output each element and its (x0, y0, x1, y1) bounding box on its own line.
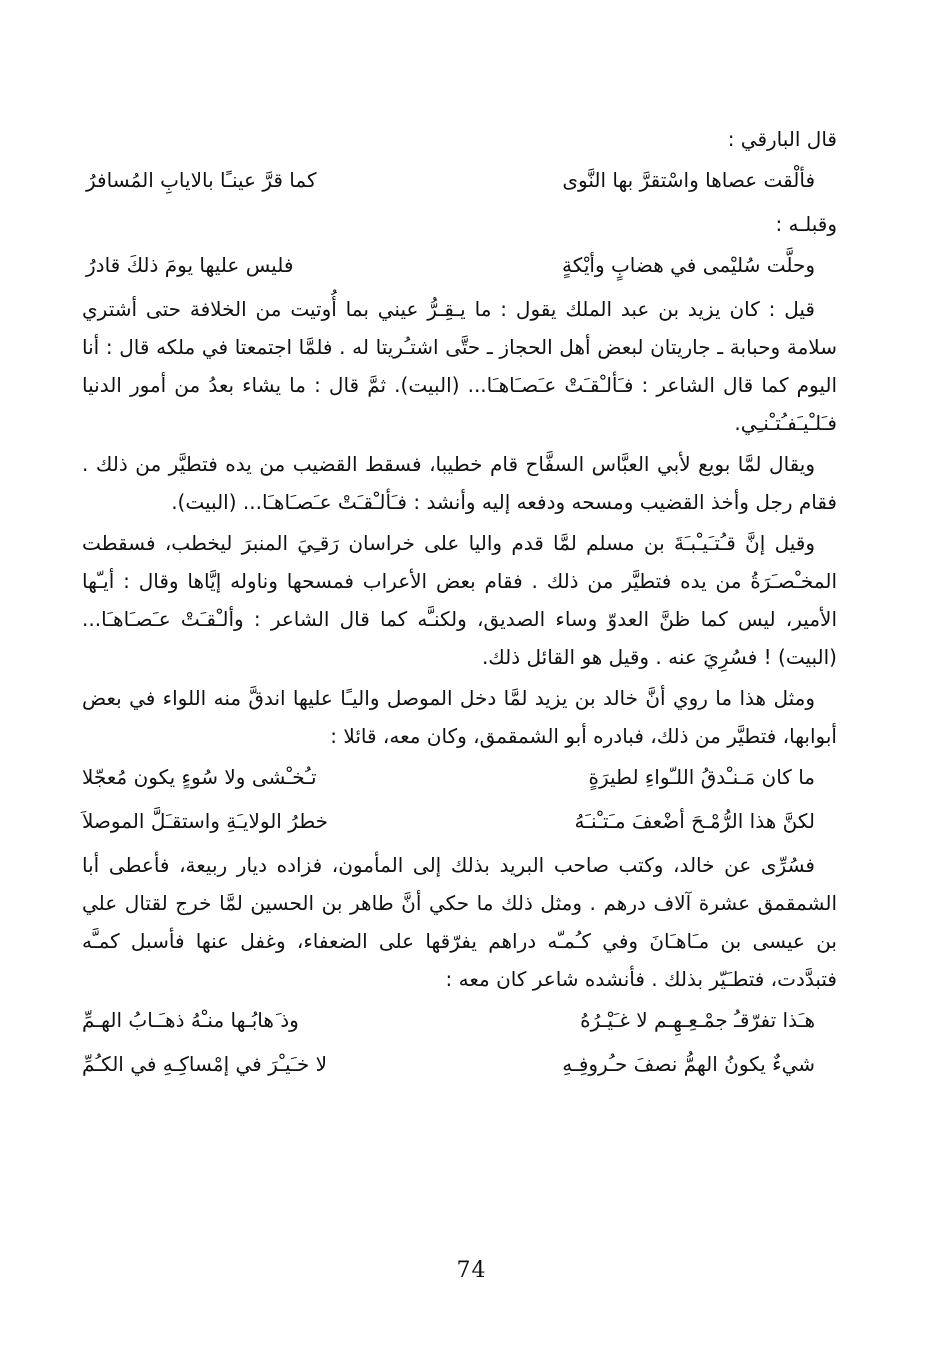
verse-line (82, 246, 837, 284)
verse-first-hemistich: هـَذا تفرّقـُ جمْـعِـهِـم لا غـَيْـرُهُ (580, 1008, 815, 1032)
paragraph: ويقال لمَّا بويع لأبي العبَّاس السفَّاح قام خطيبا، فسقط القضيب من يده فتطيَّر من ذلك . فقام رجل وأخذ القضيب ومسحه ودفعه إليه وأنشد : فـَألـْقـَتْ عـَصـَاهـَا... (البيت). (82, 452, 837, 514)
verse-second-hemistich: كما قرَّ عينـًا بالايابِ المُسافرُ (86, 168, 317, 192)
verse-line (82, 1001, 837, 1039)
intro-line-before: وقبلـه : (775, 212, 837, 236)
verse-second-hemistich: فليس عليها يومَ ذلكَ قادرُ (86, 253, 294, 277)
verse-line (82, 1045, 837, 1083)
paragraph: ومثل هذا ما روي أنَّ خالد بن يزيد لمَّا دخل الموصل واليـًا عليها اندقَّ منه اللواء في بعض أبوابها، فتطيَّر من ذلك، فبادره أبو الشمقمق، وكان معه، قائلا : (82, 686, 837, 748)
verse-first-hemistich: لكنَّ هذا الرُّمْـحَ أضْعفَ مـَتـْنـَهُ (574, 809, 815, 833)
verse-first-hemistich: شيءٌ يكونُ الهمُّ نصفَ حـُروفِـهِ (562, 1052, 815, 1076)
verse-line (82, 161, 837, 199)
paragraph: قيل : كان يزيد بن عبد الملك يقول : ما يـقِـرُّ عيني بما أُوتيت من الخلافة حتى أشتري سلامة وحبابة ـ جاريتان لبعض أهل الحجاز ـ حتَّى اشتـُريتا له . فلمَّا اجتمعتا في ملكه قال : أنا اليوم كما قال الشاعر : فـَألـْقـَتْ عـَصـَاهـَا... (البيت). ثمَّ قال : ما يشاء بعدُ من أمور الدنيا فـَلـْيـَفـُتـْنـِي. (82, 297, 837, 435)
paragraph: فسُرِّى عن خالد، وكتب صاحب البريد بذلك إلى المأمون، فزاده ديار ربيعة، فأعطى أبا الشمقمق عشرة آلاف درهم . ومثل ذلك ما حكي أنَّ طاهر بن الحسين لمَّا خرج لقتال علي بن عيسى بن مـَاهـَانَ وفي كـُمـّه دراهم يفرّقها على الضعفاء، وغفل عنها فأسبل كمـَّه فتبدَّدت، فتطـَيّر بذلك . فأنشده شاعر كان معه : (82, 853, 837, 991)
verse-second-hemistich: خطرُ الولايـَةِ واستقـَلَّ الموصلاَ (82, 809, 329, 833)
body-text (82, 120, 837, 1089)
verse-first-hemistich: وحلَّت سُليْمى في هضابٍ وأيْكةٍ (562, 253, 815, 277)
verse-line (82, 802, 837, 840)
page-number: 74 (456, 1258, 487, 1283)
verse-first-hemistich: ما كان مَـنـْدقُ اللـّواءِ لطيرَةٍ (588, 765, 815, 789)
verse-line (82, 758, 837, 796)
verse-second-hemistich: تـُخـْشى ولا سُوءٍ يكون مُعجّلا (82, 765, 317, 789)
verse-second-hemistich: وذ َهابُـها منـْهُ ذهـَـابُ الهـمِّ (82, 1008, 299, 1032)
verse-second-hemistich: لا خـَيـْرَ في إمْساكِـهِ في الكـُمِّ (82, 1052, 327, 1076)
verse-first-hemistich: فألْقت عصاها واسْتقرَّ بها النَّوى (562, 168, 815, 192)
intro-line-albariqi: قال البارقي : (727, 127, 837, 151)
paragraph: وقيل إنَّ قـُتـَيـْبـَةَ بن مسلم لمَّا قدم واليا على خراسان رَقـِيَ المنبرَ ليخطب، فسقطت المخـْصـَرَةُ من يده فتطيَّر من ذلك . فقام بعض الأعراب فمسحها وناوله إيَّاها وقال : أيـّها الأمير، ليس كما ظنَّ العدوّ وساء الصديق، ولكنـَّه كما قال الشاعر : وألـْقـَتْ عـَصـَاهـَا... (البيت) ! فسُرِيَ عنه . وقيل هو القائل ذلك. (82, 531, 837, 669)
